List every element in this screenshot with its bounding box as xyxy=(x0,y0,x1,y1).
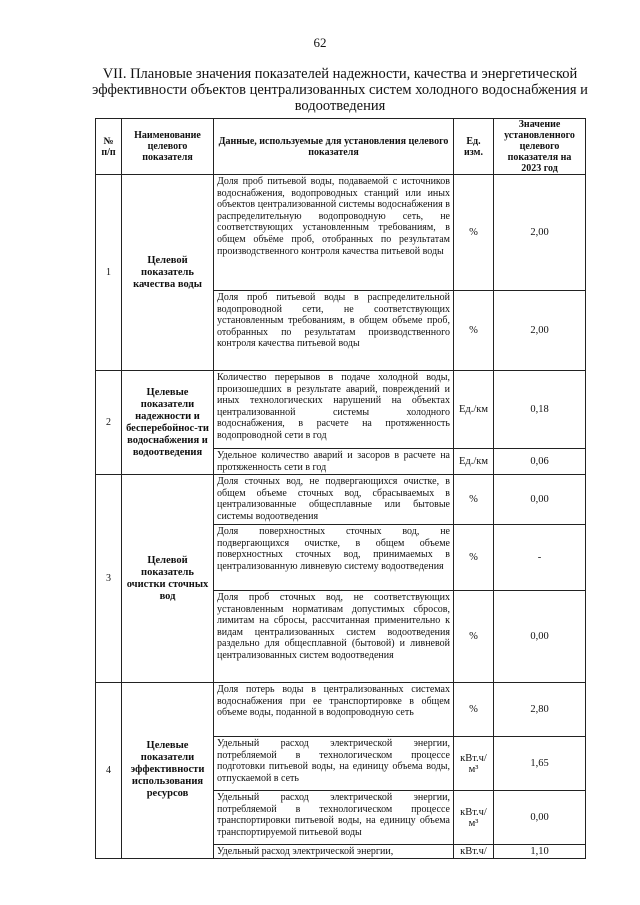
header-data: Данные, используемые для установления целевого показателя xyxy=(214,119,454,175)
table-row xyxy=(96,175,586,291)
indicator-data: Доля сточных вод, не подвергающихся очистке, в общем объеме сточных вод, сбрасываемых в централизованные общесплавные или бытовые системы водоотведения xyxy=(214,475,454,525)
value-cell: 0,18 xyxy=(494,371,586,449)
row-number: 3 xyxy=(96,475,122,683)
indicator-data: Доля проб питьевой воды в распределительной водопроводной сети, не соответствующих установленным требованиям, в общем объеме проб, отобранных по результатам производственного контроля качества питьевой воды xyxy=(214,291,454,371)
indicator-name: Целевые показатели эффективности использования ресурсов xyxy=(122,683,214,859)
indicator-data: Доля проб питьевой воды, подаваемой с источников водоснабжения, водопроводных станций или иных объектов централизованной системы водоснабжения в распределительную водопроводную сеть, не соответствующих установленным требованиям, в общем объёме проб, отобранных по результатам производственного контроля качества питьевой воды xyxy=(214,175,454,291)
indicator-data: Доля потерь воды в централизованных системах водоснабжения при ее транспортировке в общем объеме воды, поданной в водопроводную сеть xyxy=(214,683,454,737)
value-cell: 0,06 xyxy=(494,449,586,475)
indicators-table xyxy=(95,118,586,859)
header-value: Значение установленного целевого показателя на 2023 год xyxy=(494,119,586,175)
value-cell: 2,00 xyxy=(494,291,586,371)
value-cell: 1,65 xyxy=(494,737,586,791)
indicator-name: Целевые показатели надежности и бесперебойнос-ти водоснабжения и водоотведения xyxy=(122,371,214,475)
header-num: № п/п xyxy=(96,119,122,175)
value-cell: 1,10 xyxy=(494,845,586,859)
value-cell: 2,80 xyxy=(494,683,586,737)
indicator-data: Доля поверхностных сточных вод, не подвергающихся очистке, в общем объеме поверхностных сточных вод, принимаемых в централизованную ливневую систему водоотведения xyxy=(214,525,454,591)
indicator-data: Удельное количество аварий и засоров в расчете на протяженность сети в год xyxy=(214,449,454,475)
value-cell: 2,00 xyxy=(494,175,586,291)
row-number: 2 xyxy=(96,371,122,475)
unit-cell: кВт.ч/м³ xyxy=(454,791,494,845)
value-cell: 0,00 xyxy=(494,475,586,525)
indicator-data: Удельный расход электрической энергии, потребляемой в технологическом процессе транспортировки питьевой воды, на единицу объема транспортируемой питьевой воды xyxy=(214,791,454,845)
table-row xyxy=(96,371,586,449)
unit-cell: Ед./км xyxy=(454,449,494,475)
unit-cell: % xyxy=(454,291,494,371)
value-cell: - xyxy=(494,525,586,591)
indicator-data: Удельный расход электрической энергии, xyxy=(214,845,454,859)
indicator-name: Целевой показатель очистки сточных вод xyxy=(122,475,214,683)
row-number: 4 xyxy=(96,683,122,859)
page-number: 62 xyxy=(313,35,327,50)
table-row xyxy=(96,683,586,737)
value-cell: 0,00 xyxy=(494,591,586,683)
header-name: Наименование целевого показателя xyxy=(122,119,214,175)
table-row xyxy=(96,475,586,525)
row-number: 1 xyxy=(96,175,122,371)
unit-cell: % xyxy=(454,525,494,591)
unit-cell: % xyxy=(454,591,494,683)
indicator-data: Количество перерывов в подаче холодной воды, произошедших в результате аварий, повреждений и иных технологических нарушений на объектах централизованной системы холодного водоснабжения, в расчете на протяженность водопроводной сети в год xyxy=(214,371,454,449)
unit-cell: % xyxy=(454,475,494,525)
value-cell: 0,00 xyxy=(494,791,586,845)
header-unit: Ед. изм. xyxy=(454,119,494,175)
unit-cell: кВт.ч/м³ xyxy=(454,737,494,791)
unit-cell: Ед./км xyxy=(454,371,494,449)
unit-cell: % xyxy=(454,175,494,291)
table-header-row xyxy=(96,119,586,175)
unit-cell: кВт.ч/ xyxy=(454,845,494,859)
indicator-data: Удельный расход электрической энергии, потребляемой в технологическом процессе подготовки питьевой воды, на единицу объема воды, отпускаемой в сеть xyxy=(214,737,454,791)
indicator-name: Целевой показатель качества воды xyxy=(122,175,214,371)
indicator-data: Доля проб сточных вод, не соответствующих установленным нормативам допустимых сбросов, лимитам на сбросы, рассчитанная применительно к видам централизованных систем водоотведения раздельно для общесплавной (бытовой) и ливневой централизованных систем водоотведения xyxy=(214,591,454,683)
unit-cell: % xyxy=(454,683,494,737)
section-title: VII. Плановые значения показателей надежности, качества и энергетической эффективности объектов централизованных систем холодного водоснабжения и водоотведения xyxy=(92,66,588,114)
